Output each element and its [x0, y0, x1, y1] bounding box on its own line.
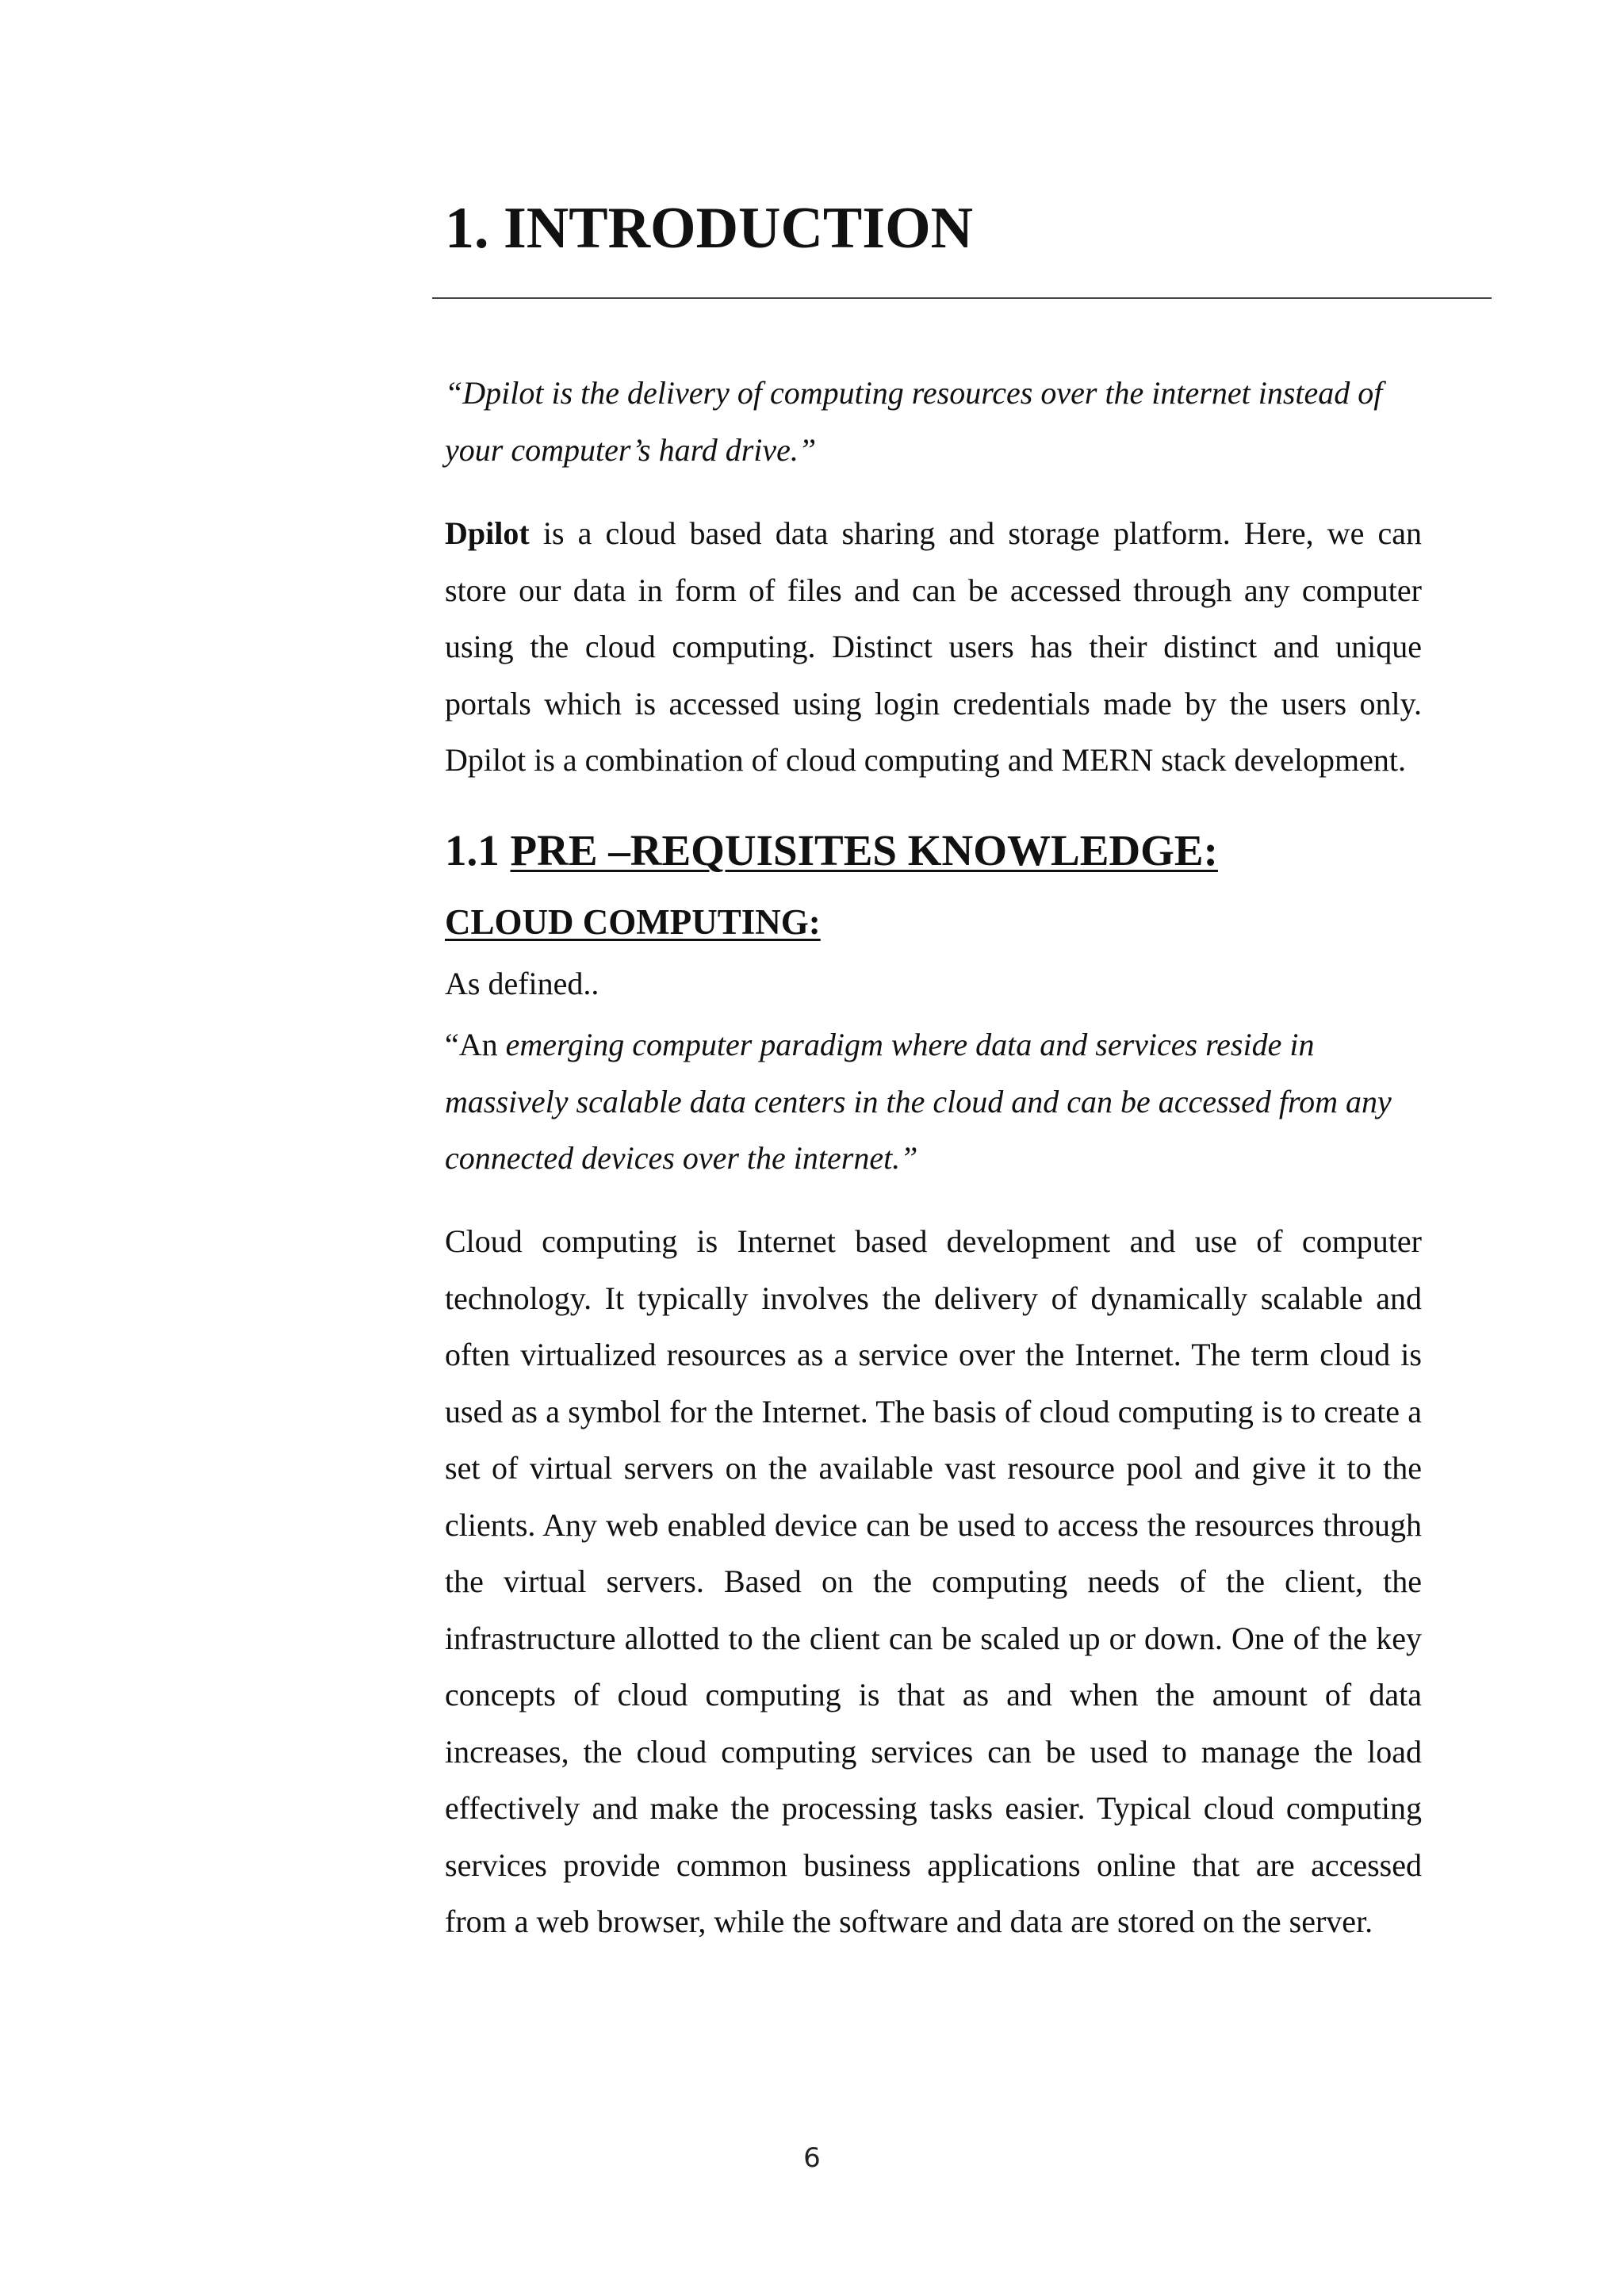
cloud-definition-quote	[445, 1016, 1422, 1187]
subsection-heading: CLOUD COMPUTING:	[445, 902, 821, 942]
intro-paragraph-bold-lead: Dpilot	[445, 515, 530, 551]
cloud-quote-text: emerging computer paradigm where data and services reside in massively scalable data centers in the cloud and can be accessed from any connected devices over the internet.”	[445, 1027, 1392, 1176]
cloud-quote-open: “An	[445, 1027, 506, 1062]
intro-paragraph	[445, 505, 1422, 789]
subsection-lead-in: As defined..	[445, 966, 599, 1001]
section-heading	[445, 825, 1218, 877]
title-divider	[432, 297, 1492, 299]
page-number: 6	[803, 2142, 821, 2174]
chapter-title: 1. INTRODUCTION	[445, 196, 974, 261]
section-number: 1.1	[445, 826, 511, 874]
section-title: PRE –REQUISITES KNOWLEDGE:	[510, 826, 1218, 874]
intro-quote: “Dpilot is the delivery of computing resources over the internet instead of your computer’s hard drive.”	[445, 375, 1383, 468]
intro-paragraph-text: is a cloud based data sharing and storage platform. Here, we can store our data in form of files and can be accessed through any computer using the cloud computing. Distinct users has their distinct and unique portals which is accessed using login credentials made by the users only. Dpilot is a combination of cloud computing and MERN stack development.	[445, 515, 1422, 778]
cloud-paragraph: Cloud computing is Internet based development and use of computer technology. It typically involves the delivery of dynamically scalable and often virtualized resources as a service over the Internet. The term cloud is used as a symbol for the Internet. The basis of cloud computing is to create a set of virtual servers on the available vast resource pool and give it to the clients. Any web enabled device can be used to access the resources through the virtual servers. Based on the computing needs of the client, the infrastructure allotted to the client can be scaled up or down. One of the key concepts of cloud computing is that as and when the amount of data increases, the cloud computing services can be used to manage the load effectively and make the processing tasks easier. Typical cloud computing services provide common business applications online that are accessed from a web browser, while the software and data are stored on the server.	[445, 1223, 1422, 1939]
